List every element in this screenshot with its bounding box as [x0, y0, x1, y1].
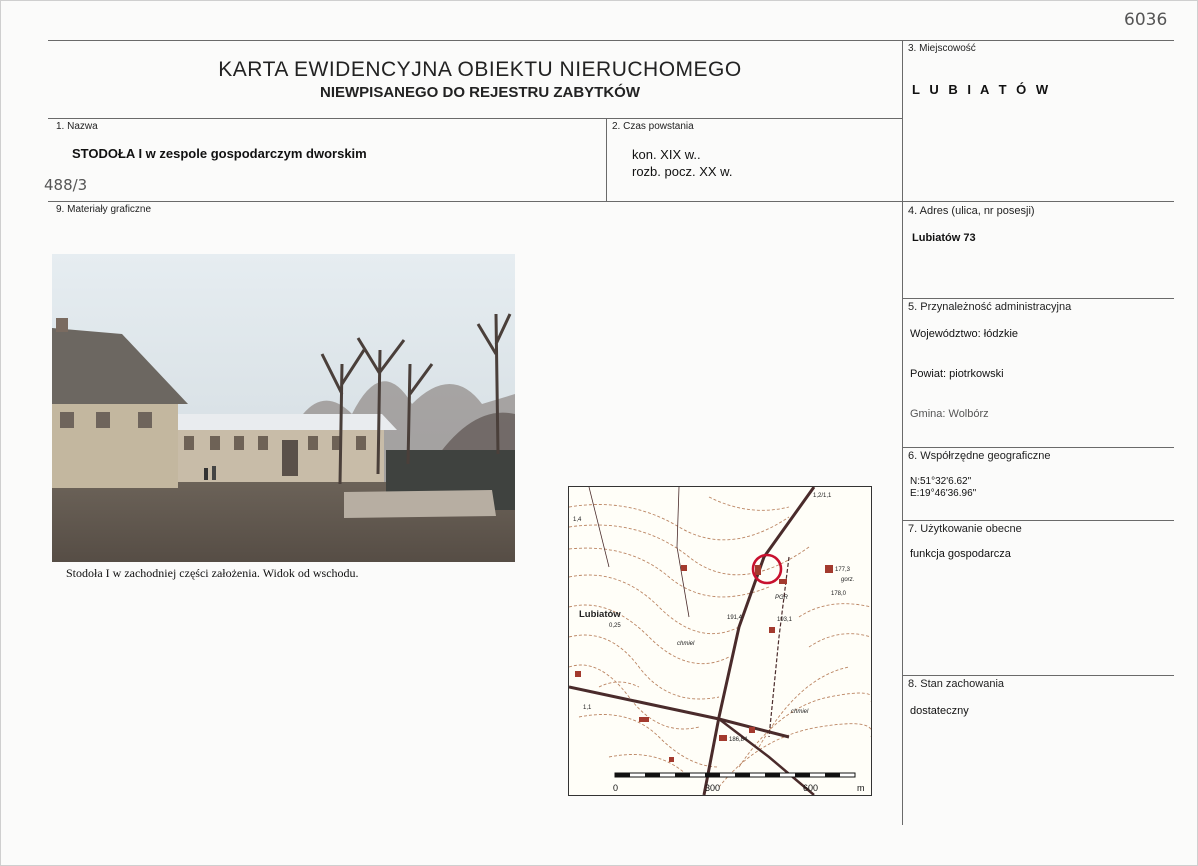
map-label-1-4: 1,4 — [573, 517, 582, 523]
field-5-gmina: Gmina: Wolbórz — [910, 408, 989, 420]
name-row-bottom-rule — [48, 201, 1174, 202]
map-label-1-1: 1,1 — [583, 705, 592, 711]
field-8-value: dostateczny — [910, 705, 969, 717]
photo-caption: Stodoła I w zachodniej części założenia. Widok od wschodu. — [66, 566, 359, 580]
map-label-gorz: gorz. — [841, 577, 855, 583]
map-village-name: Lubiatów — [579, 609, 621, 620]
field-2-line-1: kon. XIX w.. — [632, 147, 701, 162]
name-time-divider — [606, 118, 607, 202]
rule-after-usage — [902, 675, 1174, 676]
map-village-sub: 0,25 — [609, 623, 621, 629]
map-scale-unit: m — [857, 783, 865, 793]
map-height-3: 191,4 — [727, 615, 743, 621]
map-label-pgr: PGR — [775, 595, 789, 601]
field-5-powiat: Powiat: piotrkowski — [910, 368, 1004, 380]
location-map — [568, 486, 872, 796]
card-title: KARTA EWIDENCYJNA OBIEKTU NIERUCHOMEGO — [218, 58, 742, 81]
field-2-line-2: rozb. pocz. XX w. — [632, 164, 733, 179]
field-3-label: 3. Miejscowość — [908, 43, 976, 54]
map-scale-600: 600 — [803, 783, 819, 793]
rule-after-coords — [902, 520, 1174, 521]
map-scale-0: 0 — [613, 783, 619, 793]
field-7-value: funkcja gospodarcza — [910, 548, 1011, 560]
map-label-1-2: 1,2/1,1 — [813, 493, 832, 499]
field-4-value: Lubiatów 73 — [912, 232, 976, 244]
field-3-value: L U B I A T Ó W — [912, 82, 1052, 97]
field-6-label: 6. Współrzędne geograficzne — [908, 450, 1051, 462]
map-height-2: 178,0 — [831, 591, 847, 597]
map-label-chmiel-1: chmiel — [677, 641, 695, 647]
map-label-chmiel-2: chmiel — [791, 709, 809, 715]
map-height-4: 186,84 — [729, 737, 748, 743]
rule-after-address — [902, 298, 1174, 299]
field-1-value: STODOŁA I w zespole gospodarczym dworskim — [72, 146, 367, 161]
field-5-wojewodztwo: Województwo: łódzkie — [910, 328, 1019, 340]
rule-after-admin — [902, 447, 1174, 448]
handwritten-number-top: 6036 — [1124, 10, 1168, 30]
barn-photo — [52, 254, 515, 562]
map-scale-bar — [613, 773, 865, 793]
field-8-label: 8. Stan zachowania — [908, 678, 1005, 690]
right-column-divider — [902, 40, 903, 825]
map-height-1: 177,3 — [835, 567, 851, 573]
handwritten-number-side: 488/3 — [44, 176, 88, 194]
map-height-5: 193,1 — [777, 617, 793, 623]
field-5-label: 5. Przynależność administracyjna — [908, 301, 1072, 313]
field-7-label: 7. Użytkowanie obecne — [908, 523, 1022, 535]
header-bottom-rule — [48, 118, 902, 119]
field-6-longitude: E:19°46'36.96" — [910, 488, 977, 499]
card-subtitle: NIEWPISANEGO DO REJESTRU ZABYTKÓW — [319, 84, 641, 101]
top-rule — [48, 40, 1174, 41]
field-9-label: 9. Materiały graficzne — [56, 204, 152, 215]
field-2-label: 2. Czas powstania — [612, 121, 694, 132]
field-4-label: 4. Adres (ulica, nr posesji) — [908, 205, 1035, 217]
field-6-latitude: N:51°32'6.62" — [910, 476, 972, 487]
map-scale-300: 300 — [705, 783, 721, 793]
field-1-label: 1. Nazwa — [56, 121, 98, 132]
